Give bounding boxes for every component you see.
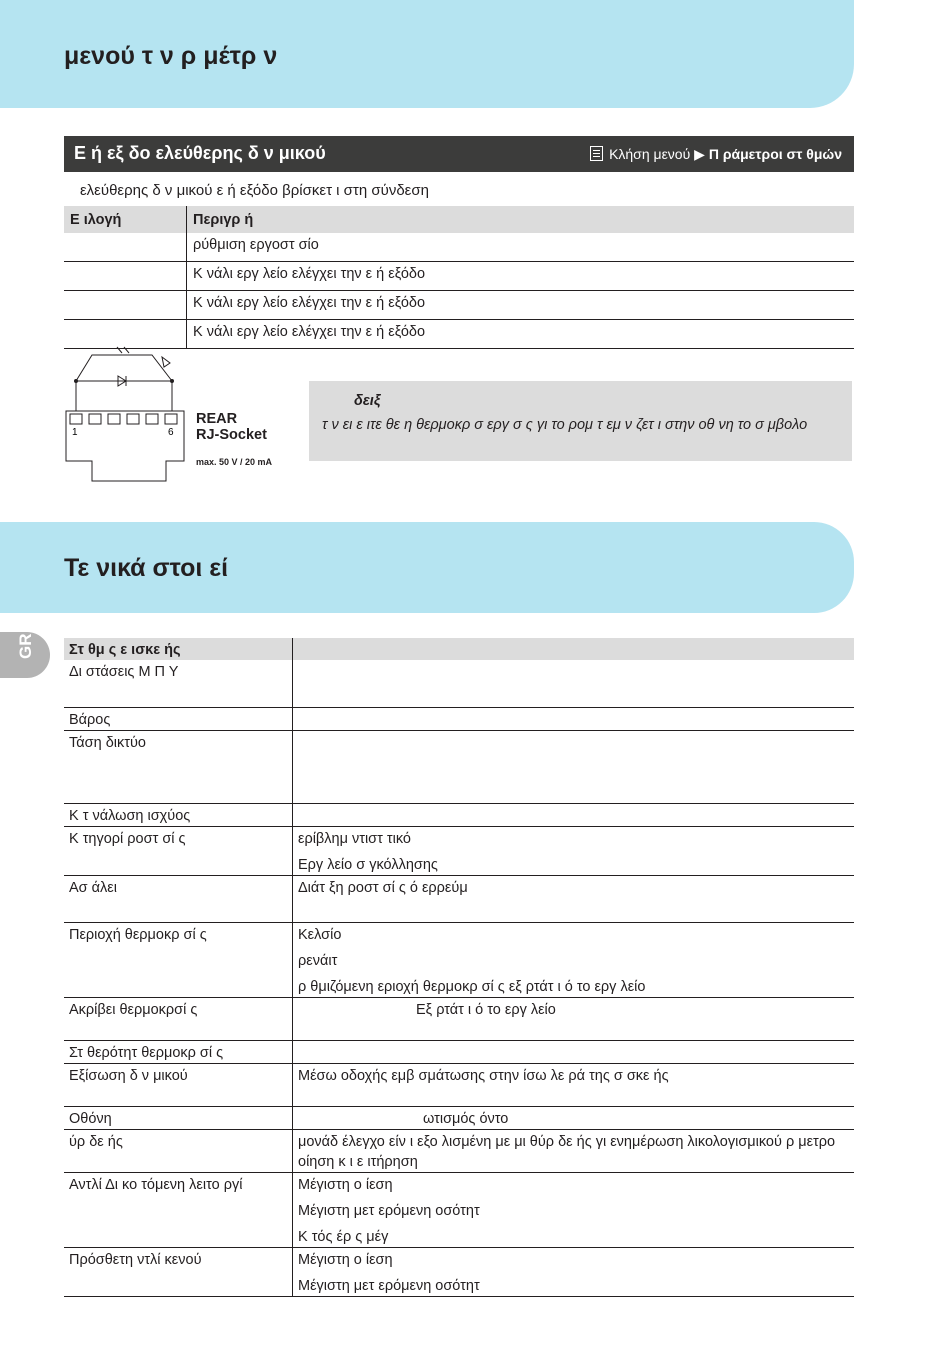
spec-value bbox=[293, 707, 855, 730]
spec-row bbox=[64, 826, 854, 875]
header-band-technical-data bbox=[0, 522, 854, 613]
spec-value-line: Κ τός έρ ς μέγ bbox=[298, 1228, 389, 1245]
option-cell bbox=[64, 291, 187, 320]
spec-value bbox=[293, 803, 855, 826]
spec-row bbox=[64, 660, 854, 707]
specs-header-value bbox=[293, 638, 855, 660]
option-cell bbox=[64, 262, 187, 291]
spec-row bbox=[64, 1063, 854, 1106]
spec-key: Πρόσθετη ντλί κενού bbox=[64, 1247, 293, 1296]
section-title: Τε νικά στοι εί bbox=[64, 554, 229, 582]
spec-value bbox=[293, 1172, 855, 1247]
spec-row bbox=[64, 997, 854, 1040]
output-section-heading-bar bbox=[64, 136, 854, 172]
table-row bbox=[64, 262, 854, 291]
spec-value-line: ερίβλημ ντιστ τικό bbox=[298, 830, 411, 847]
spec-value-line: Μέγιστη ο ίεση bbox=[298, 1176, 393, 1193]
menu-icon bbox=[590, 146, 603, 161]
menu-path bbox=[590, 146, 842, 163]
spec-value-line: ωτισμός όντο bbox=[423, 1110, 509, 1127]
socket-label-rear: REAR bbox=[196, 411, 238, 427]
spec-row bbox=[64, 1129, 854, 1172]
description-cell: ρύθμιση εργοστ σίο bbox=[187, 233, 855, 262]
spec-row bbox=[64, 1247, 854, 1296]
spec-row bbox=[64, 1172, 854, 1247]
spec-row bbox=[64, 922, 854, 997]
spec-value bbox=[293, 1247, 855, 1296]
spec-value bbox=[293, 997, 855, 1040]
technical-specs-table bbox=[64, 638, 854, 1297]
spec-value bbox=[293, 875, 855, 922]
pin-label-last: 6 bbox=[168, 427, 174, 438]
spec-row bbox=[64, 1106, 854, 1129]
socket-label bbox=[196, 411, 267, 443]
spec-row bbox=[64, 730, 854, 803]
spec-key: Εξίσωση δ ν μικού bbox=[64, 1063, 293, 1106]
specs-header-row bbox=[64, 638, 854, 660]
spec-key: Τάση δικτύο bbox=[64, 730, 293, 803]
rj-socket-diagram bbox=[62, 343, 192, 485]
spec-value-line: Μέγιστη μετ ερόμενη οσότητ bbox=[298, 1202, 480, 1219]
specs-header: Στ θμ ς ε ισκε ής bbox=[64, 638, 293, 660]
spec-value-line: Διάτ ξη ροστ σί ς ό ερρεύμ bbox=[298, 879, 468, 896]
spec-row bbox=[64, 803, 854, 826]
spec-value-line: ρενάιτ bbox=[298, 952, 338, 969]
section-title: μενού τ ν ρ μέτρ ν bbox=[64, 42, 278, 70]
note-body: τ ν ει ε ιτε θε η θερμοκρ σ εργ σ ς γι το ρομ τ εμ ν ζετ ι στην οθ νη το σ μβολο bbox=[322, 417, 808, 433]
table-row bbox=[64, 233, 854, 262]
spec-key: Ακρίβει θερμοκρσί ς bbox=[64, 997, 293, 1040]
column-header-description: Περιγρ ή bbox=[187, 206, 855, 233]
description-cell: Κ νάλι εργ λείο ελέγχει την ε ή εξόδο bbox=[187, 291, 855, 320]
spec-key: Δι στάσεις Μ Π Υ bbox=[64, 660, 293, 707]
language-tab-label: GR bbox=[16, 633, 35, 659]
spec-row bbox=[64, 1040, 854, 1063]
spec-row bbox=[64, 875, 854, 922]
options-table bbox=[64, 206, 854, 349]
header-band-parameters-menu bbox=[0, 0, 854, 108]
spec-key: Ασ άλει bbox=[64, 875, 293, 922]
socket-rating: max. 50 V / 20 mA bbox=[196, 457, 273, 467]
spec-row bbox=[64, 707, 854, 730]
options-header-row bbox=[64, 206, 854, 233]
spec-key: Αντλί Δι κο τόμενη λειτο ργί bbox=[64, 1172, 293, 1247]
spec-key: Περιοχή θερμοκρ σί ς bbox=[64, 922, 293, 997]
column-header-option: Ε ιλογή bbox=[64, 206, 187, 233]
spec-value bbox=[293, 1063, 855, 1106]
spec-value-line: Μέγιστη μετ ερόμενη οσότητ bbox=[298, 1277, 480, 1294]
spec-value bbox=[293, 1129, 855, 1172]
spec-value bbox=[293, 922, 855, 997]
spec-key: Βάρος bbox=[64, 707, 293, 730]
language-tab bbox=[0, 632, 50, 678]
spec-value-line: Μέγιστη ο ίεση bbox=[298, 1251, 393, 1268]
menu-path-plain: Κλήση μενού ▶ bbox=[609, 146, 705, 162]
pin-label-first: 1 bbox=[72, 427, 78, 438]
spec-value-line: Εξ ρτάτ ι ό το εργ λείο bbox=[416, 1001, 556, 1018]
note-box bbox=[309, 381, 852, 461]
spec-value-line: Εργ λείο σ γκόλλησης bbox=[298, 856, 438, 873]
note-title: δειξ bbox=[354, 393, 381, 409]
output-section-heading: Ε ή εξ δο ελεύθερης δ ν μικού bbox=[74, 143, 326, 163]
socket-label-rj: RJ-Socket bbox=[196, 427, 267, 443]
spec-value bbox=[293, 1106, 855, 1129]
spec-value-line: Κελσίο bbox=[298, 926, 342, 943]
spec-key: Κ τ νάλωση ισχύος bbox=[64, 803, 293, 826]
output-intro-text: ελεύθερης δ ν μικού ε ή εξόδο βρίσκετ ι στη σύνδεση bbox=[80, 182, 429, 199]
description-cell: Κ νάλι εργ λείο ελέγχει την ε ή εξόδο bbox=[187, 320, 855, 349]
spec-value bbox=[293, 730, 855, 803]
menu-path-bold: Π ράμετροι στ θμών bbox=[708, 146, 842, 162]
spec-value-line: μονάδ έλεγχο είν ι εξο λισμένη με μι θύρ δε ής γι ενημέρωση λικολογισμικού ρ μετρο οίηση κ ι ε ιτήρηση bbox=[298, 1133, 836, 1170]
spec-key: Οθόνη bbox=[64, 1106, 293, 1129]
description-cell: Κ νάλι εργ λείο ελέγχει την ε ή εξόδο bbox=[187, 262, 855, 291]
spec-value bbox=[293, 826, 855, 875]
spec-value bbox=[293, 1040, 855, 1063]
spec-value-line: Μέσω οδοχής εμβ σμάτωσης στην ίσω λε ρά της σ σκε ής bbox=[298, 1067, 669, 1084]
spec-key: Στ θερότητ θερμοκρ σί ς bbox=[64, 1040, 293, 1063]
option-cell bbox=[64, 233, 187, 262]
spec-key: ύρ δε ής bbox=[64, 1129, 293, 1172]
table-row bbox=[64, 291, 854, 320]
spec-key: Κ τηγορί ροστ σί ς bbox=[64, 826, 293, 875]
spec-value-line: ρ θμιζόμενη εριοχή θερμοκρ σί ς εξ ρτάτ ι ό το εργ λείο bbox=[298, 978, 646, 995]
spec-value bbox=[293, 660, 855, 707]
